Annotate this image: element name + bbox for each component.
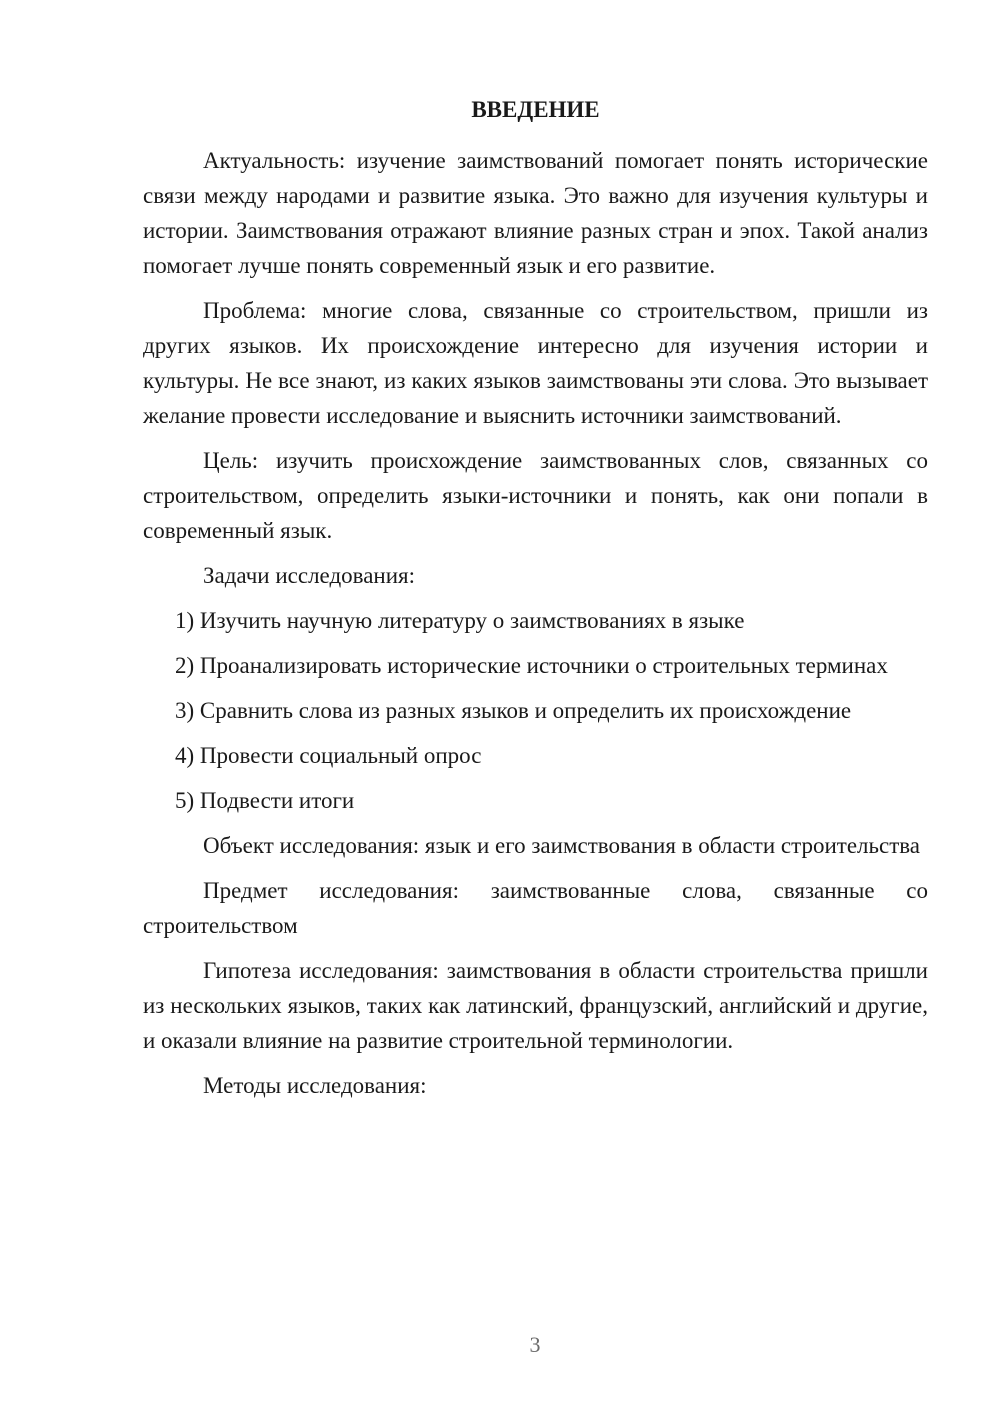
task-item-1: 1) Изучить научную литературу о заимствованиях в языке — [175, 608, 745, 633]
task-item-3: 3) Сравнить слова из разных языков и определить их происхождение — [175, 698, 852, 723]
paragraph-subject: Предмет исследования: заимствованные слова, связанные со строительством — [143, 878, 928, 938]
paragraph-object: Объект исследования: язык и его заимствования в области строительства — [203, 833, 921, 858]
paragraph-methods: Методы исследования: — [203, 1073, 427, 1098]
paragraph-relevance: Актуальность: изучение заимствований помогает понять исторические связи между народами и развитие языка. Это важно для изучения культуры и истории. Заимствования отражают влияние разных стран и эпох. Такой анализ помогает лучше понять современный язык и его развитие. — [143, 148, 928, 278]
paragraph-tasks-heading: Задачи исследования: — [203, 563, 416, 588]
page-number: 3 — [529, 1332, 541, 1357]
paragraph-problem: Проблема: многие слова, связанные со строительством, пришли из других языков. Их происхождение интересно для изучения истории и культуры. Не все знают, из каких языков заимствованы эти слова. Это вызывает желание провести исследование и выяснить источники заимствований. — [143, 298, 928, 428]
paragraph-hypothesis: Гипотеза исследования: заимствования в области строительства пришли из нескольких языков, таких как латинский, французский, английский и другие, и оказали влияние на развитие строительной терминологии. — [143, 958, 928, 1053]
task-item-2: 2) Проанализировать исторические источники о строительных терминах — [175, 653, 888, 678]
paragraph-goal: Цель: изучить происхождение заимствованных слов, связанных со строительством, определить языки-источники и понять, как они попали в современный язык. — [143, 448, 928, 543]
document-page — [143, 92, 928, 1113]
page-title: ВВЕДЕНИЕ — [471, 97, 600, 122]
task-item-5: 5) Подвести итоги — [175, 788, 355, 813]
task-item-4: 4) Провести социальный опрос — [175, 743, 482, 768]
